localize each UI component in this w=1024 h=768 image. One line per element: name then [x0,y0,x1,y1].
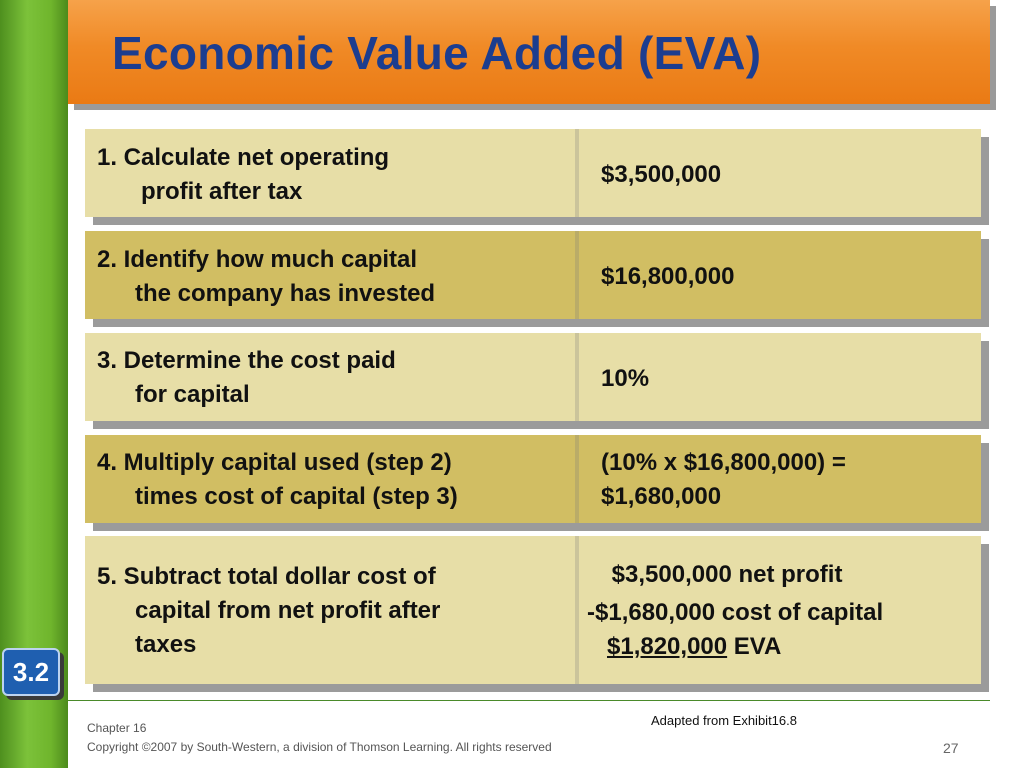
step-value [601,158,721,192]
row-divider [575,231,579,319]
step-line-1: 4. Multiply capital used (step 2) [97,449,452,476]
step-line-2: the company has invested [135,280,436,307]
eva-step-row-5 [85,536,981,684]
eva-step-row-4 [85,435,981,523]
eva-step-row-2 [85,231,981,319]
step-value-line-1: (10% x $16,800,000) = [601,449,846,476]
row-divider [575,435,579,523]
step-line-2: for capital [135,381,250,408]
row-divider [575,129,579,217]
section-badge: 3.2 [2,648,60,696]
footer-divider [68,700,990,701]
eva-result-line [587,630,883,664]
footer-chapter: Chapter 16 [87,721,147,735]
page-number: 27 [943,740,959,756]
step-description [97,141,389,209]
step-line-2: capital from net profit after [135,597,441,624]
slide-title: Economic Value Added (EVA) [112,27,762,79]
row-divider [575,536,579,684]
step-value [601,446,846,514]
step-line-2: profit after tax [141,178,303,205]
step-description [97,446,458,514]
step-value [601,362,649,396]
step-value [587,558,883,664]
eva-label: EVA [727,633,782,660]
step-line-1: 2. Identify how much capital [97,246,418,273]
source-note: Adapted from Exhibit16.8 [651,713,797,728]
step-value-line-1: $3,500,000 net profit [605,561,843,588]
step-value-line-2: $1,680,000 [601,483,722,510]
step-value-line-2: -$1,680,000 cost of capital [587,599,884,626]
eva-step-row-3 [85,333,981,421]
step-description [97,560,440,662]
step-description [97,344,396,412]
eva-amount: $1,820,000 [607,633,728,660]
row-divider [575,333,579,421]
step-description [97,243,435,311]
step-line-1: 1. Calculate net operating [97,144,390,171]
step-value-line-1: $16,800,000 [601,263,735,290]
step-line-2: times cost of capital (step 3) [135,483,458,510]
step-value [601,260,734,294]
step-value-line-1: $3,500,000 [601,161,722,188]
step-line-3: taxes [135,631,197,658]
step-line-1: 5. Subtract total dollar cost of [97,563,436,590]
step-value-line-1: 10% [601,365,650,392]
footer-copyright: Copyright ©2007 by South-Western, a division of Thomson Learning. All rights reserved [87,740,552,754]
step-line-1: 3. Determine the cost paid [97,347,396,374]
eva-step-row-1 [85,129,981,217]
